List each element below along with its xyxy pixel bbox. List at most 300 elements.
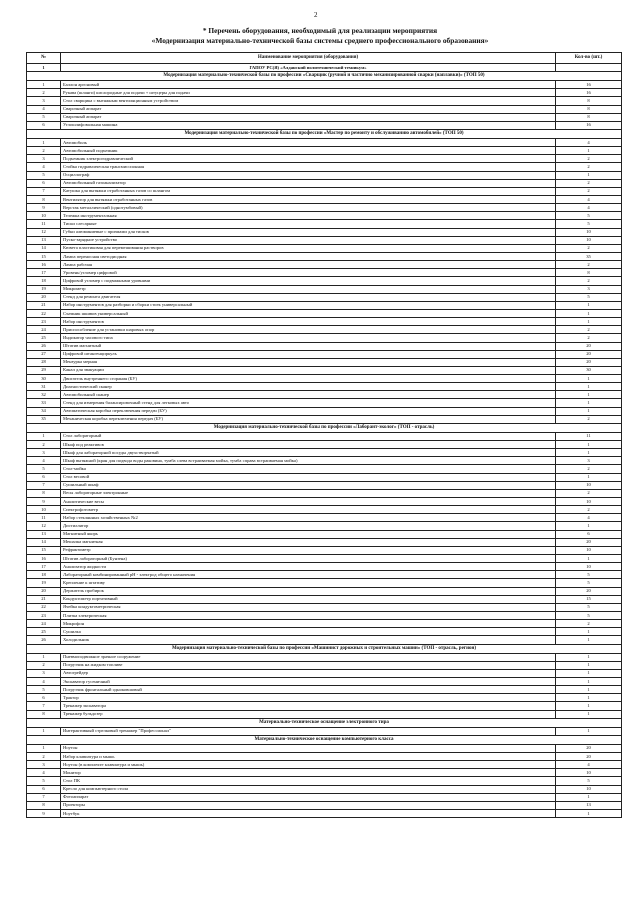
- row-num: 8: [27, 801, 61, 809]
- table-row: [27, 113, 622, 121]
- table-row: [27, 155, 622, 163]
- row-name: Кювета пластиковая для перемешивания растворов: [61, 244, 556, 252]
- table-row: [27, 457, 622, 465]
- section-title: Модернизация материально-технической базы по профессии «Сварщик (ручной и частично механизированной сварки (наплавки)» (ТОП 50): [27, 72, 622, 81]
- row-name: Лампа рабочая: [61, 261, 556, 269]
- row-qty: 16: [556, 89, 622, 97]
- table-row: [27, 326, 622, 334]
- table-row: [27, 358, 622, 366]
- row-num: 2: [27, 441, 61, 449]
- row-name: Стойка гидравлическая трансмиссионная: [61, 163, 556, 171]
- row-qty: 2: [556, 620, 622, 628]
- row-qty: 10: [556, 228, 622, 236]
- title-line-2: «Модернизация материально-технической базы системы среднего профессионального образования»: [151, 36, 489, 45]
- row-name: Монитор: [61, 769, 556, 777]
- row-num: 17: [27, 269, 61, 277]
- row-qty: 1: [556, 727, 622, 735]
- table-row: [27, 138, 622, 146]
- row-num: 7: [27, 702, 61, 710]
- row-num: 26: [27, 636, 61, 644]
- row-name: Катушка для вытяжки отработанных газов со шлангом: [61, 187, 556, 195]
- row-qty: 8: [556, 269, 622, 277]
- table-row: [27, 121, 622, 129]
- table-header-row: [27, 53, 622, 64]
- row-num: 17: [27, 563, 61, 571]
- table-row: [27, 204, 622, 212]
- section-title: Материально-техническое оснащение компьютерного класса: [27, 735, 622, 744]
- row-num: 25: [27, 334, 61, 342]
- row-num: 1: [27, 138, 61, 146]
- row-qty: 2: [556, 187, 622, 195]
- row-qty: 16: [556, 81, 622, 89]
- row-num: 8: [27, 195, 61, 203]
- table-row: [27, 777, 622, 785]
- row-name: Спектрофотометр: [61, 506, 556, 514]
- row-name: Трактор: [61, 694, 556, 702]
- table-row: [27, 612, 622, 620]
- row-qty: 10: [556, 546, 622, 554]
- row-name: Верстак металлический (однотумбовый): [61, 204, 556, 212]
- table-row: [27, 473, 622, 481]
- row-num: 3: [27, 449, 61, 457]
- row-qty: 20: [556, 744, 622, 752]
- row-qty: 1: [556, 318, 622, 326]
- row-qty: 4: [556, 195, 622, 203]
- row-name: Тележка инструментальная: [61, 212, 556, 220]
- row-qty: 10: [556, 498, 622, 506]
- row-num: 10: [27, 212, 61, 220]
- table-row: [27, 744, 622, 752]
- row-num: 7: [27, 481, 61, 489]
- row-qty: 1: [556, 449, 622, 457]
- row-name: Экскаватор гусеничный: [61, 677, 556, 685]
- row-num: 24: [27, 620, 61, 628]
- row-num: 3: [27, 97, 61, 105]
- row-num: 27: [27, 350, 61, 358]
- row-name: Ноутон (в комплекте клавиатура и мышь): [61, 761, 556, 769]
- table-row: [27, 769, 622, 777]
- table-row: [27, 793, 622, 801]
- row-num: 7: [27, 187, 61, 195]
- row-name: Автогрейдер: [61, 669, 556, 677]
- row-name: Вентилятор для вытяжки отработанных газов: [61, 195, 556, 203]
- row-qty: 1: [556, 522, 622, 530]
- row-name: Весы лабораторные электронные: [61, 489, 556, 497]
- row-qty: 16: [556, 121, 622, 129]
- row-num: 26: [27, 342, 61, 350]
- row-num: 11: [27, 514, 61, 522]
- row-qty: 13: [556, 801, 622, 809]
- section-title: Модернизация материально-технической базы по профессии «Мастер по ремонту и обслуживанию автомобилей» (ТОП 50): [27, 129, 622, 138]
- table-row: [27, 530, 622, 538]
- row-qty: 1: [556, 375, 622, 383]
- row-qty: 1: [556, 473, 622, 481]
- table-row: [27, 465, 622, 473]
- table-row: [27, 522, 622, 530]
- row-name: Автомобильный газоанализатор: [61, 179, 556, 187]
- row-num: 6: [27, 121, 61, 129]
- row-name: Автоматическая коробка переключения передач (БУ): [61, 407, 556, 415]
- row-name: Шкаф под реактивов: [61, 441, 556, 449]
- row-num: 23: [27, 612, 61, 620]
- row-qty: 10: [556, 769, 622, 777]
- table-row: [27, 498, 622, 506]
- row-num: 21: [27, 595, 61, 603]
- row-qty: 5: [556, 220, 622, 228]
- row-name: Съемник шкивов универсальный: [61, 309, 556, 317]
- row-num: 13: [27, 236, 61, 244]
- row-qty: 2: [556, 244, 622, 252]
- row-num: 18: [27, 571, 61, 579]
- table-row: [27, 677, 622, 685]
- row-qty: 1: [556, 702, 622, 710]
- row-qty: 20: [556, 752, 622, 760]
- row-qty: 4: [556, 761, 622, 769]
- table-row: [27, 481, 622, 489]
- row-name: Подъемник электрогидравлический: [61, 155, 556, 163]
- row-num: 5: [27, 465, 61, 473]
- row-num: 1: [27, 744, 61, 752]
- row-qty: 3: [556, 457, 622, 465]
- row-name: Кондуктометр портативный: [61, 595, 556, 603]
- table-row: [27, 350, 622, 358]
- table-body: [27, 64, 622, 818]
- row-qty: 2: [556, 489, 622, 497]
- header-num: №: [27, 53, 61, 64]
- row-name: Приспособление для установки шаровых опор: [61, 326, 556, 334]
- row-num: 6: [27, 785, 61, 793]
- row-name: Сварочный аппарат: [61, 113, 556, 121]
- section-title-row: [27, 718, 622, 727]
- table-row: [27, 538, 622, 546]
- row-name: Дистиллятор: [61, 522, 556, 530]
- row-name: Канал для эвакуации: [61, 366, 556, 374]
- table-row: [27, 801, 622, 809]
- row-num: 15: [27, 252, 61, 260]
- row-name: Аналитические весы: [61, 498, 556, 506]
- table-row: [27, 636, 622, 644]
- row-name: Осциллограф: [61, 171, 556, 179]
- row-qty: 1: [556, 793, 622, 801]
- table-row: [27, 761, 622, 769]
- row-name: Держатель пробирок: [61, 587, 556, 595]
- table-row: [27, 587, 622, 595]
- row-name: Углошлифовальная машина: [61, 121, 556, 129]
- row-qty: 1: [556, 636, 622, 644]
- table-row: [27, 595, 622, 603]
- row-qty: 4: [556, 204, 622, 212]
- table-row: [27, 334, 622, 342]
- table-row: [27, 489, 622, 497]
- table-row: [27, 236, 622, 244]
- row-name: Фотоаппарат: [61, 793, 556, 801]
- row-name: Стол весовой: [61, 473, 556, 481]
- header-name: Наименование мероприятия (оборудования): [61, 53, 556, 64]
- row-num: 1: [27, 432, 61, 440]
- row-num: 2: [27, 661, 61, 669]
- row-qty: 1: [556, 301, 622, 309]
- row-qty: 30: [556, 366, 622, 374]
- row-qty: 15: [556, 595, 622, 603]
- row-name: Губки алюминиевые с призмами для тисков: [61, 228, 556, 236]
- table-row: [27, 415, 622, 423]
- org-qty: [556, 64, 622, 72]
- row-qty: 1: [556, 399, 622, 407]
- row-num: 24: [27, 326, 61, 334]
- table-row: [27, 105, 622, 113]
- table-row: [27, 653, 622, 661]
- row-num: 4: [27, 677, 61, 685]
- table-row: [27, 195, 622, 203]
- table-row: [27, 179, 622, 187]
- row-num: 29: [27, 366, 61, 374]
- row-name: Ячейка кондуктометрическая: [61, 603, 556, 611]
- row-num: 6: [27, 473, 61, 481]
- row-qty: 1: [556, 628, 622, 636]
- row-name: Сушилка: [61, 628, 556, 636]
- row-num: 1: [27, 727, 61, 735]
- table-row: [27, 809, 622, 817]
- table-row: [27, 97, 622, 105]
- table-row: [27, 694, 622, 702]
- table-row: [27, 669, 622, 677]
- row-name: Пуско-зарядное устройство: [61, 236, 556, 244]
- row-name: Интерактивный стрелковый тренажер "Профессионал": [61, 727, 556, 735]
- row-qty: 5: [556, 777, 622, 785]
- row-qty: 2: [556, 334, 622, 342]
- row-qty: 10: [556, 236, 622, 244]
- header-qty: Кол-во (шт.): [556, 53, 622, 64]
- row-qty: 20: [556, 538, 622, 546]
- table-row: [27, 628, 622, 636]
- row-num: 8: [27, 710, 61, 718]
- row-num: 16: [27, 261, 61, 269]
- row-num: 12: [27, 522, 61, 530]
- row-qty: 1: [556, 694, 622, 702]
- row-num: 22: [27, 309, 61, 317]
- row-qty: 20: [556, 587, 622, 595]
- row-name: Стенд для ремонта двигателя: [61, 293, 556, 301]
- row-num: 9: [27, 498, 61, 506]
- section-title-row: [27, 72, 622, 81]
- table-row: [27, 702, 622, 710]
- row-qty: 2: [556, 506, 622, 514]
- table-row: [27, 546, 622, 554]
- row-name: Лампа переносная светодиодная: [61, 252, 556, 260]
- row-name: Тиски слесарные: [61, 220, 556, 228]
- table-row: [27, 301, 622, 309]
- section-title: Модернизация материально-технической базы по профессии «Машинист дорожных и строительных машин» (ТОП - отрасль, регион): [27, 644, 622, 653]
- row-name: Механическая коробка переключения передач (БУ): [61, 415, 556, 423]
- row-name: Холодильник: [61, 636, 556, 644]
- table-row: [27, 342, 622, 350]
- row-name: Диагностический сканер: [61, 383, 556, 391]
- table-row: [27, 228, 622, 236]
- row-name: Ноутбук: [61, 809, 556, 817]
- row-num: 6: [27, 179, 61, 187]
- row-num: 19: [27, 285, 61, 293]
- row-num: 1: [27, 653, 61, 661]
- row-name: Ноутон: [61, 744, 556, 752]
- row-qty: 2: [556, 163, 622, 171]
- row-name: Крепление к штативу: [61, 579, 556, 587]
- row-num: 10: [27, 506, 61, 514]
- row-name: Цифровой угломер с подвижными уровнями: [61, 277, 556, 285]
- row-qty: 10: [556, 481, 622, 489]
- table-row: [27, 220, 622, 228]
- row-name: Мешалка магнитная: [61, 538, 556, 546]
- table-row: [27, 318, 622, 326]
- row-qty: 1: [556, 653, 622, 661]
- row-num: 18: [27, 277, 61, 285]
- table-row: [27, 81, 622, 89]
- row-qty: 20: [556, 342, 622, 350]
- row-qty: 1: [556, 171, 622, 179]
- row-name: Плитка электрическая: [61, 612, 556, 620]
- row-num: 6: [27, 694, 61, 702]
- row-num: 2: [27, 89, 61, 97]
- row-qty: 1: [556, 309, 622, 317]
- table-row: [27, 252, 622, 260]
- row-name: Анализатор жидкости: [61, 563, 556, 571]
- table-row: [27, 366, 622, 374]
- table-row: [27, 661, 622, 669]
- row-qty: 4: [556, 138, 622, 146]
- row-qty: 6: [556, 530, 622, 538]
- row-name: Цифровой штангенциркуль: [61, 350, 556, 358]
- row-name: Стол ПК: [61, 777, 556, 785]
- row-name: Индикатор часового типа: [61, 334, 556, 342]
- row-qty: 5: [556, 612, 622, 620]
- page-number: 2: [314, 11, 318, 19]
- row-num: 14: [27, 538, 61, 546]
- row-name: Проекторы: [61, 801, 556, 809]
- row-name: Погрузчик фронтальный одноковшовый: [61, 686, 556, 694]
- row-num: 4: [27, 457, 61, 465]
- row-qty: 2: [556, 415, 622, 423]
- row-num: 21: [27, 301, 61, 309]
- table-row: [27, 261, 622, 269]
- row-qty: 5: [556, 293, 622, 301]
- row-num: 20: [27, 293, 61, 301]
- table-row: [27, 212, 622, 220]
- row-num: 14: [27, 244, 61, 252]
- row-name: Стенд для измерения балансировочный стенд для легковых авто: [61, 399, 556, 407]
- row-num: 11: [27, 220, 61, 228]
- row-qty: 5: [556, 603, 622, 611]
- table-row: [27, 449, 622, 457]
- org-name: ГАПОУ РС(Я) «Алданский политехнический техникум»: [61, 64, 556, 72]
- row-num: 35: [27, 415, 61, 423]
- table-row: [27, 285, 622, 293]
- row-qty: 20: [556, 350, 622, 358]
- row-name: Сварочный аппарат: [61, 105, 556, 113]
- table-row: [27, 309, 622, 317]
- row-qty: 10: [556, 563, 622, 571]
- section-title-row: [27, 735, 622, 744]
- table-row: [27, 710, 622, 718]
- row-num: 33: [27, 399, 61, 407]
- row-num: 15: [27, 546, 61, 554]
- row-num: 4: [27, 769, 61, 777]
- row-num: 20: [27, 587, 61, 595]
- row-num: 3: [27, 761, 61, 769]
- row-name: Стол-мойка: [61, 465, 556, 473]
- row-name: Сушильный шкаф: [61, 481, 556, 489]
- row-name: Рефрактометр: [61, 546, 556, 554]
- table-row: [27, 293, 622, 301]
- row-num: 31: [27, 383, 61, 391]
- row-name: Кресло для компьютерного стола: [61, 785, 556, 793]
- table-row: [27, 563, 622, 571]
- title-line-1: * Перечень оборудования, необходимый для реализации мероприятия: [202, 26, 438, 35]
- table-row: [27, 89, 622, 97]
- table-row: [27, 752, 622, 760]
- row-name: Лабораторный комбинированный pH - электрод общего назначения: [61, 571, 556, 579]
- row-qty: 1: [556, 147, 622, 155]
- row-num: 7: [27, 793, 61, 801]
- table-row: [27, 686, 622, 694]
- row-num: 28: [27, 358, 61, 366]
- row-qty: 1: [556, 686, 622, 694]
- row-name: Магнитный якорь: [61, 530, 556, 538]
- table-row: [27, 187, 622, 195]
- row-qty: 3: [556, 285, 622, 293]
- row-num: 9: [27, 204, 61, 212]
- row-qty: 2: [556, 277, 622, 285]
- row-name: Пневмоподвижное зрачное сооружение: [61, 653, 556, 661]
- row-num: 3: [27, 669, 61, 677]
- table-row: [27, 620, 622, 628]
- table-row: [27, 244, 622, 252]
- row-qty: 35: [556, 252, 622, 260]
- row-num: 9: [27, 809, 61, 817]
- document-title: [0, 26, 640, 46]
- row-name: Микрофон: [61, 620, 556, 628]
- row-qty: 2: [556, 465, 622, 473]
- row-qty: 1: [556, 555, 622, 563]
- row-name: Шкаф вытяжной (кран для подвода воды раковина, тумба слева встраиваемая мойка, тумба справа встраиваемая мойка): [61, 457, 556, 465]
- table-row: [27, 603, 622, 611]
- row-num: 3: [27, 155, 61, 163]
- row-num: 25: [27, 628, 61, 636]
- row-qty: 1: [556, 710, 622, 718]
- row-num: 2: [27, 147, 61, 155]
- table-row: [27, 571, 622, 579]
- section-title-row: [27, 129, 622, 138]
- equipment-table: [26, 52, 622, 818]
- row-name: Мензурка мерная: [61, 358, 556, 366]
- table-row: [27, 277, 622, 285]
- row-num: 5: [27, 777, 61, 785]
- row-num: 22: [27, 603, 61, 611]
- row-num: 34: [27, 407, 61, 415]
- row-name: Шкаф для лабораторной посуды двухстворчатый: [61, 449, 556, 457]
- table-row: [27, 383, 622, 391]
- row-num: 12: [27, 228, 61, 236]
- row-name: Штатив лабораторный (Бунзена): [61, 555, 556, 563]
- row-num: 5: [27, 686, 61, 694]
- table-row: [27, 506, 622, 514]
- row-qty: 11: [556, 432, 622, 440]
- row-qty: 2: [556, 261, 622, 269]
- org-num: 1: [27, 64, 61, 72]
- table-row: [27, 432, 622, 440]
- table-row: [27, 555, 622, 563]
- row-name: Набор клавиатура и мышь: [61, 752, 556, 760]
- row-num: 1: [27, 81, 61, 89]
- row-name: Тренажер бульдозер: [61, 710, 556, 718]
